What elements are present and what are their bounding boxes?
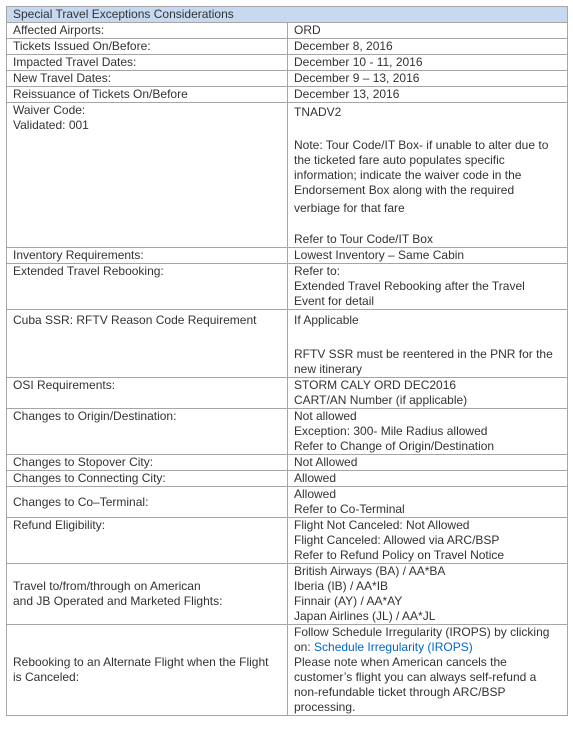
row-value bbox=[288, 487, 568, 518]
cuba-line: If Applicable bbox=[294, 313, 359, 327]
row-label: Impacted Travel Dates: bbox=[7, 55, 288, 71]
row-value: December 9 – 13, 2016 bbox=[288, 71, 568, 87]
table-row bbox=[7, 409, 568, 455]
row-label: Inventory Requirements: bbox=[7, 248, 288, 264]
row-label: Changes to Connecting City: bbox=[7, 471, 288, 487]
row-label: Cuba SSR: RFTV Reason Code Requirement bbox=[7, 310, 288, 378]
table-row bbox=[7, 564, 568, 625]
table-row bbox=[7, 71, 568, 87]
waiver-note-line: Endorsement Box along with the required bbox=[294, 183, 515, 197]
table-row bbox=[7, 471, 568, 487]
row-value: ORD bbox=[288, 23, 568, 39]
rebooking-line: customer’s flight you can always self-refund a bbox=[294, 670, 537, 684]
row-label: Tickets Issued On/Before: bbox=[7, 39, 288, 55]
row-value: December 10 - 11, 2016 bbox=[288, 55, 568, 71]
waiver-code: TNADV2 bbox=[294, 105, 342, 119]
extended-line: Event for detail bbox=[294, 294, 375, 308]
rebooking-link-line bbox=[294, 640, 561, 655]
row-value bbox=[288, 310, 568, 378]
refund-line: Refer to Refund Policy on Travel Notice bbox=[294, 548, 505, 562]
row-label bbox=[7, 103, 288, 248]
table-title: Special Travel Exceptions Considerations bbox=[7, 7, 568, 23]
extended-line: Extended Travel Rebooking after the Travel bbox=[294, 279, 525, 293]
row-label: Reissuance of Tickets On/Before bbox=[7, 87, 288, 103]
table-row bbox=[7, 39, 568, 55]
waiver-label: Waiver Code: bbox=[13, 103, 86, 117]
table-title-row bbox=[7, 7, 568, 23]
validated-label: Validated: 001 bbox=[13, 118, 89, 132]
rebooking-label: Rebooking to an Alternate Flight when the Flight bbox=[13, 655, 269, 669]
table-row bbox=[7, 23, 568, 39]
origin-line: Refer to Change of Origin/Destination bbox=[294, 439, 495, 453]
waiver-ref: Refer to Tour Code/IT Box bbox=[294, 232, 433, 246]
cuba-line: new itinerary bbox=[294, 362, 363, 376]
row-value: December 8, 2016 bbox=[288, 39, 568, 55]
carriers-label: and JB Operated and Marketed Flights: bbox=[13, 594, 223, 608]
row-value: December 13, 2016 bbox=[288, 87, 568, 103]
row-label: Extended Travel Rebooking: bbox=[7, 264, 288, 310]
table-row-waiver bbox=[7, 103, 568, 248]
rebooking-line: non-refundable ticket through ARC/BSP bbox=[294, 685, 506, 699]
table-row bbox=[7, 310, 568, 378]
table-row bbox=[7, 487, 568, 518]
cuba-line: RFTV SSR must be reentered in the PNR for the bbox=[294, 347, 553, 361]
table-row bbox=[7, 264, 568, 310]
carrier-line: British Airways (BA) / AA*BA bbox=[294, 564, 446, 578]
carrier-line: Finnair (AY) / AA*AY bbox=[294, 594, 403, 608]
carrier-line: Japan Airlines (JL) / AA*JL bbox=[294, 609, 436, 623]
row-value: Lowest Inventory – Same Cabin bbox=[288, 248, 568, 264]
origin-line: Not allowed bbox=[294, 409, 357, 423]
exceptions-table bbox=[6, 6, 568, 716]
waiver-note-line: verbiage for that fare bbox=[294, 201, 405, 215]
row-value bbox=[288, 103, 568, 248]
row-value bbox=[288, 409, 568, 455]
row-label bbox=[7, 625, 288, 716]
table-row bbox=[7, 87, 568, 103]
waiver-note-line: information; indicate the waiver code in the bbox=[294, 168, 522, 182]
rebooking-line: Please note when American cancels the bbox=[294, 655, 507, 669]
coterminal-line: Allowed bbox=[294, 487, 337, 501]
row-label: Changes to Co–Terminal: bbox=[7, 487, 288, 518]
carrier-line: Iberia (IB) / AA*IB bbox=[294, 579, 389, 593]
carriers-label: Travel to/from/through on American bbox=[13, 579, 201, 593]
rebooking-link-prefix: on: bbox=[294, 640, 315, 654]
rebooking-line: Follow Schedule Irregularity (IROPS) by clicking bbox=[294, 625, 550, 639]
row-label: Refund Eligibility: bbox=[7, 518, 288, 564]
table-row bbox=[7, 378, 568, 409]
schedule-irregularity-link[interactable]: Schedule Irregularity (IROPS) bbox=[314, 640, 473, 654]
row-value bbox=[288, 264, 568, 310]
rebooking-line: processing. bbox=[294, 700, 356, 714]
row-value: Not Allowed bbox=[288, 455, 568, 471]
row-label: Changes to Stopover City: bbox=[7, 455, 288, 471]
refund-line: Flight Canceled: Allowed via ARC/BSP bbox=[294, 533, 500, 547]
table-row bbox=[7, 625, 568, 716]
table-row bbox=[7, 55, 568, 71]
row-value: Allowed bbox=[288, 471, 568, 487]
row-label: OSI Requirements: bbox=[7, 378, 288, 409]
row-label: Affected Airports: bbox=[7, 23, 288, 39]
row-label bbox=[7, 564, 288, 625]
table-row bbox=[7, 248, 568, 264]
extended-line: Refer to: bbox=[294, 264, 341, 278]
table-row bbox=[7, 455, 568, 471]
osi-line: STORM CALY ORD DEC2016 bbox=[294, 378, 457, 392]
row-label: New Travel Dates: bbox=[7, 71, 288, 87]
coterminal-line: Refer to Co-Terminal bbox=[294, 502, 405, 516]
row-value bbox=[288, 378, 568, 409]
row-value bbox=[288, 518, 568, 564]
osi-line: CART/AN Number (if applicable) bbox=[294, 393, 468, 407]
row-value bbox=[288, 564, 568, 625]
refund-line: Flight Not Canceled: Not Allowed bbox=[294, 518, 470, 532]
waiver-note-line: the ticketed fare auto populates specific bbox=[294, 153, 505, 167]
origin-line: Exception: 300- Mile Radius allowed bbox=[294, 424, 488, 438]
row-label: Changes to Origin/Destination: bbox=[7, 409, 288, 455]
rebooking-label: is Canceled: bbox=[13, 670, 80, 684]
row-value bbox=[288, 625, 568, 716]
waiver-note-line: Note: Tour Code/IT Box- if unable to alter due to bbox=[294, 138, 549, 152]
table-row bbox=[7, 518, 568, 564]
